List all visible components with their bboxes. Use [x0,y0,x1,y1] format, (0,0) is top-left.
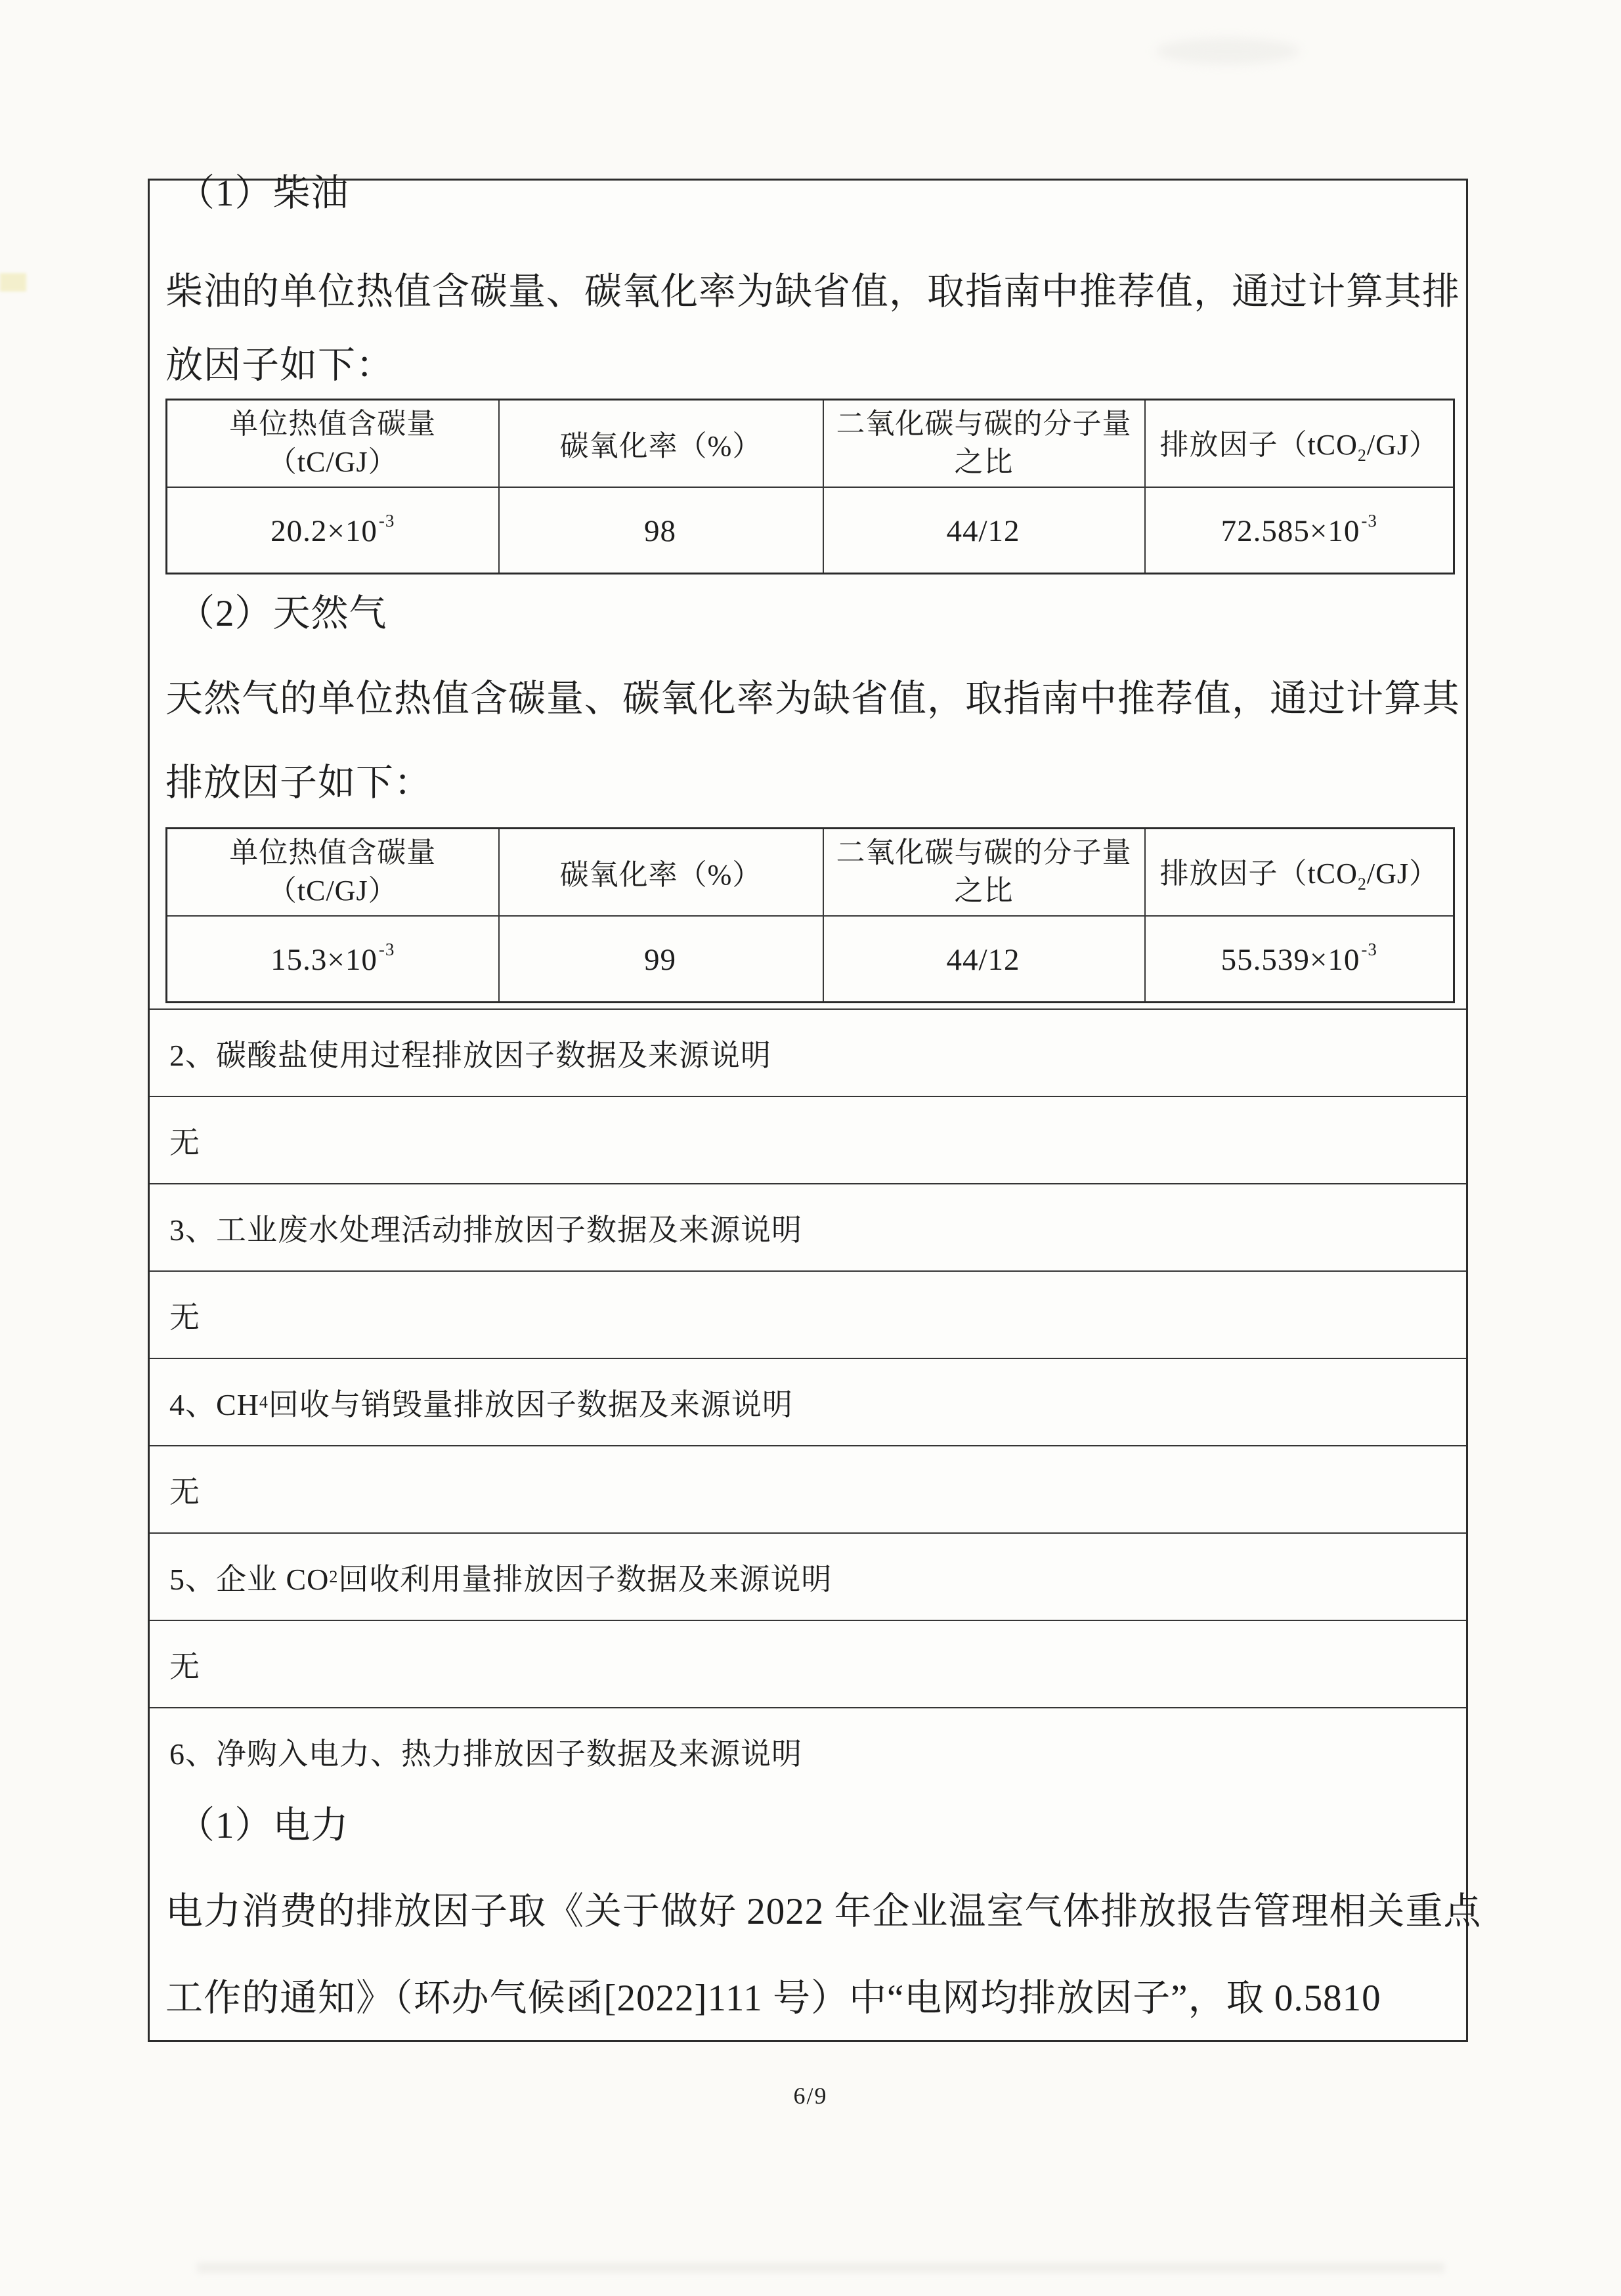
electricity-heading: （1）电力 [177,1805,349,1846]
header-carbon-content: 单位热值含碳量 （tC/GJ） [167,400,499,487]
header-emission-factor: 排放因子（tCO$_2$/GJ） [1145,829,1454,916]
diesel-paragraph-line2: 放因子如下： [165,345,394,386]
section-4-content-row: 无 [150,1445,1466,1532]
scan-artifact-bleedthrough [197,2263,1444,2273]
section-5-title-row: 5、企业 CO 2 回收利用量排放因子数据及来源说明 [150,1532,1466,1620]
section-4-title-row: 4、CH 4 回收与销毁量排放因子数据及来源说明 [150,1358,1466,1445]
gas-factor-table [165,827,1455,1003]
header-oxidation-rate: 碳氧化率（%） [499,829,823,916]
header-oxidation-rate: 碳氧化率（%） [499,400,823,487]
value-carbon-content: $15.3\times 10^{-3}$ [167,916,499,1003]
header-carbon-content: 单位热值含碳量 （tC/GJ） [167,829,499,916]
table-value-row [167,916,1454,1003]
section-6-title-row: 6、净购入电力、热力排放因子数据及来源说明 [150,1707,1466,1794]
page-number: 6/9 [793,2083,828,2109]
section-5-content-row: 无 [150,1620,1466,1707]
section-rows [150,1008,1466,1794]
value-molecular-ratio: 44/12 [823,916,1145,1003]
scan-artifact-yellow-streak [0,273,26,292]
header-molecular-ratio: 二氧化碳与碳的分子量 之比 [823,829,1145,916]
value-emission-factor: $72.585\times 10^{-3}$ [1145,487,1454,574]
gas-paragraph-line2: 排放因子如下： [165,762,432,804]
section-3-title-row: 3、工业废水处理活动排放因子数据及来源说明 [150,1183,1466,1270]
section-3-content-row: 无 [150,1270,1466,1358]
value-oxidation-rate: 98 [499,487,823,574]
table-header-row [167,400,1454,487]
gas-heading: （2）天然气 [177,593,387,634]
gas-paragraph-line1: 天然气的单位热值含碳量、碳氧化率为缺省值，取指南中推荐值，通过计算其 [165,678,1460,720]
table-header-row [167,829,1454,916]
header-emission-factor: 排放因子（tCO$_2$/GJ） [1145,400,1454,487]
value-emission-factor: $55.539\times 10^{-3}$ [1145,916,1454,1003]
diesel-paragraph-line1: 柴油的单位热值含碳量、碳氧化率为缺省值，取指南中推荐值，通过计算其排 [165,271,1460,313]
diesel-factor-table [165,399,1455,574]
diesel-heading: （1）柴油 [177,173,349,214]
electricity-paragraph-line2: 工作的通知》（环办气候函[2022]111 号）中“电网均排放因子”，取 0.5810 [165,1978,1381,2019]
section-2-content-row: 无 [150,1096,1466,1183]
value-molecular-ratio: 44/12 [823,487,1145,574]
value-carbon-content: $20.2\times 10^{-3}$ [167,487,499,574]
table-value-row [167,487,1454,574]
electricity-paragraph-line1: 电力消费的排放因子取《关于做好 2022 年企业温室气体排放报告管理相关重点 [165,1891,1482,1932]
value-oxidation-rate: 99 [499,916,823,1003]
section-2-title-row: 2、碳酸盐使用过程排放因子数据及来源说明 [150,1008,1466,1096]
header-molecular-ratio: 二氧化碳与碳的分子量 之比 [823,400,1145,487]
scan-artifact-smudge [1156,38,1300,64]
